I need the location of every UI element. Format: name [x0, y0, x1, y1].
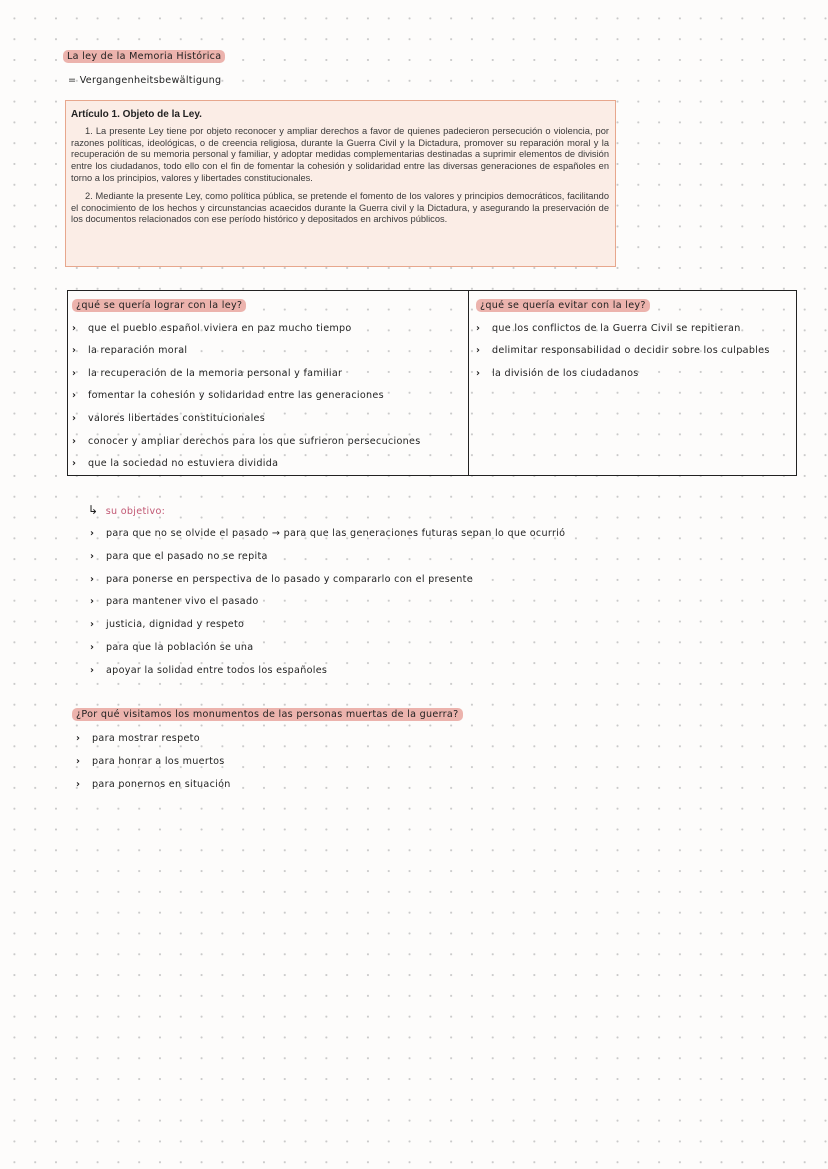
list-item: › fomentar la cohesión y solidaridad entre las generaciones	[72, 390, 384, 402]
subtitle: = Vergangenheitsbewältigung	[68, 75, 222, 86]
article-box	[65, 100, 616, 267]
list-item: › para que el pasado no se repita	[90, 550, 268, 562]
objective-list	[90, 528, 565, 688]
right-column	[476, 300, 798, 390]
objective-header	[88, 503, 165, 517]
list-item: › para honrar a los muertos	[76, 755, 225, 767]
list-item: › que el pueblo español viviera en paz mucho tiempo	[72, 322, 352, 334]
table-divider	[468, 291, 469, 475]
list-item: › apoyar la solidad entre todos los españoles	[90, 664, 328, 676]
objective-label: su objetivo:	[105, 506, 166, 517]
question-list	[76, 733, 231, 801]
list-item: › delimitar responsabilidad o decidir sobre los culpables	[476, 345, 770, 357]
article-paragraph-2: 2. Mediante la presente Ley, como política pública, se pretende el fomento de los valores y principios democráticos, facilitando el conocimiento de los hechos y circunstancias acaecidos durante la Guerra civil y la Dictadura, y asegurando la preservación de los documentos relacionados con ese período histórico y depositados en archivos públicos.	[71, 190, 609, 225]
return-arrow-icon: ↳	[88, 503, 99, 517]
page-title	[63, 51, 225, 62]
comparison-table	[67, 290, 797, 476]
article-paragraph-1: 1. La presente Ley tiene por objeto reconocer y ampliar derechos a favor de quienes padecieron persecución o violencia, por razones políticas, ideológicas, o de creencia religiosa, durante la Guerra Civil y la Dictadura, promover su reparación moral y la recuperación de su memoria personal y familiar, y adoptar medidas complementarias destinadas a suprimir elementos de división entre los ciudadanos, todo ello con el fin de fomentar la cohesión y solidaridad entre las diversas generaciones de españoles en torno a los principios, valores y libertades constitucionales.	[71, 125, 609, 183]
list-item: › para ponerse en perspectiva de lo pasado y compararlo con el presente	[90, 573, 473, 585]
list-item: › que los conflictos de la Guerra Civil se repitieran	[476, 322, 741, 334]
list-item: › valores libertades constitucionales	[72, 412, 266, 424]
left-heading: ¿qué se quería lograr con la ley?	[72, 300, 467, 323]
list-item: › para mostrar respeto	[76, 733, 200, 744]
list-item: › para que no se olvide el pasado → para que las generaciones futuras sepan lo que ocurrió	[90, 528, 566, 539]
right-heading: ¿qué se quería evitar con la ley?	[476, 300, 798, 323]
question-heading: ¿Por qué visitamos los monumentos de las personas muertas de la guerra?	[72, 709, 463, 720]
list-item: › la reparación moral	[72, 345, 188, 357]
list-item: › la división de los ciudadanos	[476, 367, 639, 379]
list-item: › conocer y ampliar derechos para los que sufrieron persecuciones	[72, 435, 421, 447]
list-item: › para ponernos en situación	[76, 778, 231, 790]
left-column	[72, 300, 467, 481]
list-item: › que la sociedad no estuviera dividida	[72, 458, 279, 470]
list-item: › la recuperación de la memoria personal y familiar	[72, 367, 343, 379]
list-item: › justicia, dignidad y respeto	[90, 619, 245, 631]
list-item: › para que la población se una	[90, 641, 254, 653]
article-heading: Artículo 1. Objeto de la Ley.	[71, 109, 202, 120]
list-item: › para mantener vivo el pasado	[90, 596, 259, 608]
title-highlight: La ley de la Memoria Histórica	[63, 50, 225, 63]
